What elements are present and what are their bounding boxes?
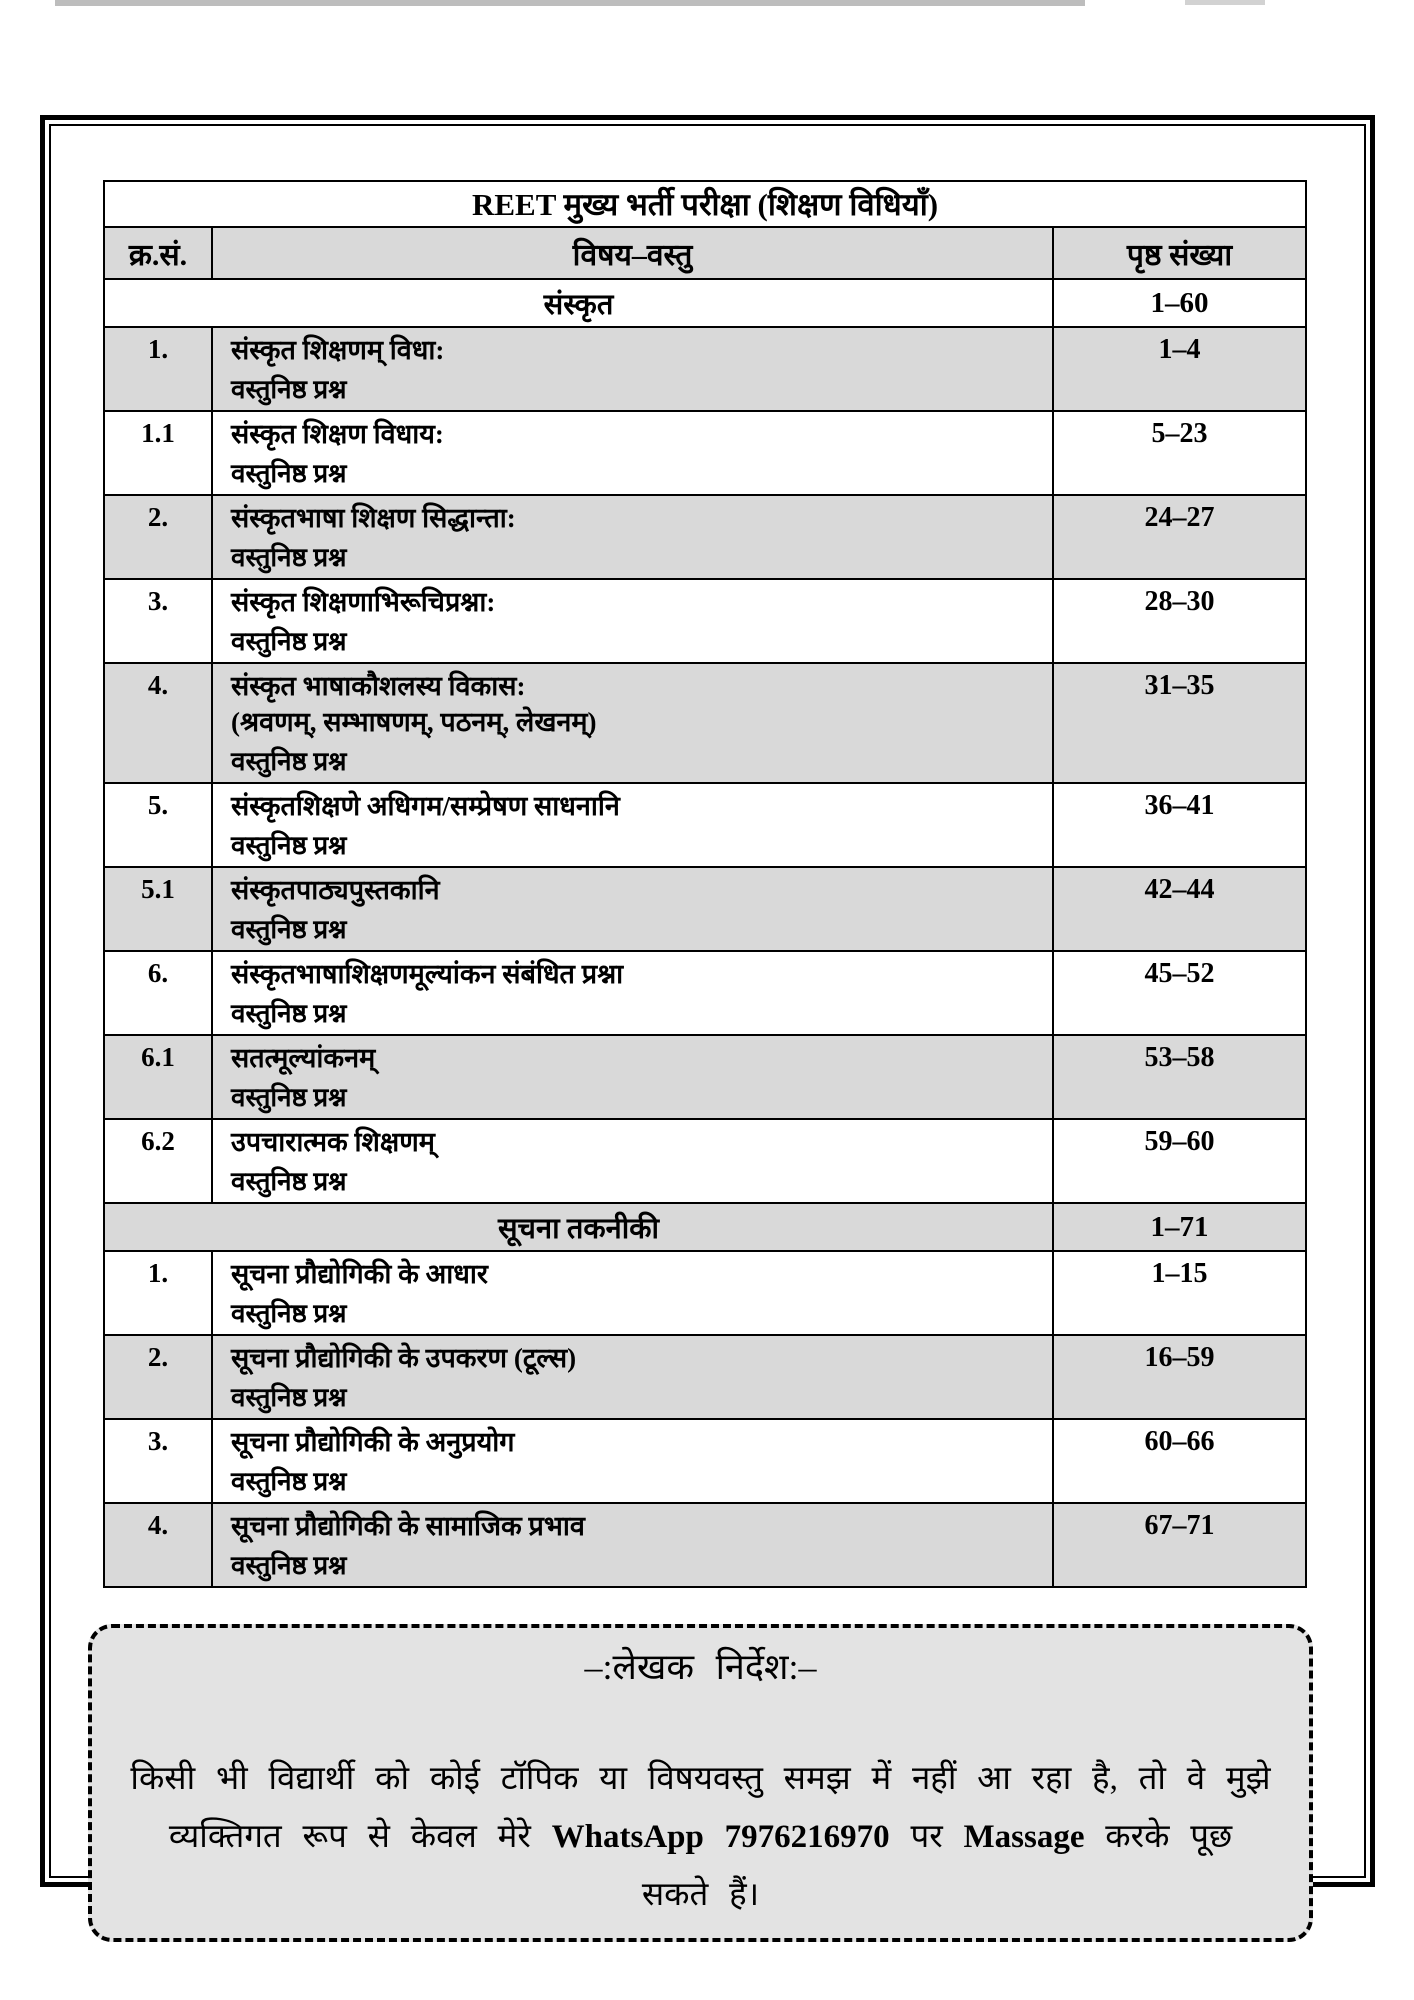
row-pages: 53–58 [1053,1035,1306,1119]
row-title: सूचना प्रौद्योगिकी के उपकरण (टूल्स) [231,1343,577,1373]
row-pages: 60–66 [1053,1419,1306,1503]
table-row [104,1503,1306,1587]
page-border-frame [40,115,1375,1913]
row-subtitle: वस्तुनिष्ठ प्रश्न [231,375,347,404]
row-title: सतत्मूल्यांकनम् [231,1043,376,1073]
row-pages: 36–41 [1053,783,1306,867]
table-row [104,579,1306,663]
row-title: संस्कृत भाषाकौशलस्य विकास: [231,671,526,701]
row-number: 4. [104,663,212,783]
page-border-frame-inner [49,124,1366,1913]
row-subtitle: वस्तुनिष्ठ प्रश्न [231,1467,347,1496]
notice-line3-prefix: पर [910,1819,943,1855]
column-header-sno: क्र.सं. [104,227,212,279]
row-number: 6. [104,951,212,1035]
row-subtitle: वस्तुनिष्ठ प्रश्न [231,999,347,1028]
row-number: 1. [104,1251,212,1335]
table-row [104,327,1306,411]
row-pages: 31–35 [1053,663,1306,783]
table-row [104,411,1306,495]
section-pages: 1–60 [1053,279,1306,327]
row-number: 5.1 [104,867,212,951]
table-row [104,951,1306,1035]
row-subtitle: वस्तुनिष्ठ प्रश्न [231,1299,347,1328]
notice-line3-suffix: करके पूछ सकते हैं। [641,1819,1233,1913]
row-number: 6.2 [104,1119,212,1203]
table-row [104,1119,1306,1203]
row-title: संस्कृत शिक्षण विधाय: [231,419,444,449]
row-title: संस्कृत शिक्षणाभिरूचिप्रश्ना: [231,587,496,617]
row-pages: 67–71 [1053,1503,1306,1587]
row-number: 3. [104,1419,212,1503]
column-header-pages: पृष्ठ संख्या [1053,227,1306,279]
row-pages: 1–15 [1053,1251,1306,1335]
notice-line1: किसी भी विद्यार्थी को कोई टॉपिक या विषयवस्तु समझ में नहीं आ रहा [130,1761,1072,1797]
row-number: 1. [104,327,212,411]
table-row [104,1419,1306,1503]
row-title: संस्कृतपाठ्यपुस्तकानि [231,875,440,905]
row-number: 2. [104,1335,212,1419]
row-title: संस्कृतभाषा शिक्षण सिद्धान्ता: [231,503,516,533]
row-subtitle: वस्तुनिष्ठ प्रश्न [231,627,347,656]
whatsapp-number: WhatsApp 7976216970 [551,1819,890,1855]
row-title: संस्कृतभाषाशिक्षणमूल्यांकन संबंधित प्रश्ना [231,959,624,989]
row-title: सूचना प्रौद्योगिकी के आधार [231,1259,488,1289]
row-pages: 28–30 [1053,579,1306,663]
column-header-subject: विषय–वस्तु [212,227,1053,279]
row-pages: 5–23 [1053,411,1306,495]
table-row [104,1251,1306,1335]
table-title-row [104,181,1306,227]
page-title: REET मुख्य भर्ती परीक्षा (शिक्षण विधियाँ) [104,181,1306,227]
table-row [104,783,1306,867]
row-subtitle: वस्तुनिष्ठ प्रश्न [231,543,347,572]
table-row [104,1335,1306,1419]
section-title: सूचना तकनीकी [104,1203,1053,1251]
row-title: संस्कृतशिक्षणे अधिगम/सम्प्रेषण साधनानि [231,791,620,821]
row-pages: 45–52 [1053,951,1306,1035]
section-title: संस्कृत [104,279,1053,327]
row-pages: 24–27 [1053,495,1306,579]
row-number: 4. [104,1503,212,1587]
section-row [104,279,1306,327]
table-row [104,867,1306,951]
row-subtitle: वस्तुनिष्ठ प्रश्न [231,747,347,776]
row-title: सूचना प्रौद्योगिकी के अनुप्रयोग [231,1427,515,1457]
table-of-contents [103,180,1307,1588]
scan-artifact [55,0,1085,6]
row-subtitle: वस्तुनिष्ठ प्रश्न [231,915,347,944]
table-row [104,663,1306,783]
row-pages: 59–60 [1053,1119,1306,1203]
notice-body [92,1750,1309,1924]
row-title: सूचना प्रौद्योगिकी के सामाजिक प्रभाव [231,1511,585,1541]
table-header-row [104,227,1306,279]
row-pages: 16–59 [1053,1335,1306,1419]
row-extra: (श्रवणम्, सम्भाषणम्, पठनम्, लेखनम्) [231,707,597,737]
author-notice-box [88,1624,1313,1942]
row-pages: 1–4 [1053,327,1306,411]
row-subtitle: वस्तुनिष्ठ प्रश्न [231,1083,347,1112]
row-title: संस्कृत शिक्षणम् विधा: [231,335,445,365]
row-number: 2. [104,495,212,579]
table-row [104,1035,1306,1119]
row-subtitle: वस्तुनिष्ठ प्रश्न [231,1167,347,1196]
row-subtitle: वस्तुनिष्ठ प्रश्न [231,459,347,488]
row-subtitle: वस्तुनिष्ठ प्रश्न [231,1383,347,1412]
row-number: 3. [104,579,212,663]
scan-artifact [1185,0,1265,5]
row-subtitle: वस्तुनिष्ठ प्रश्न [231,831,347,860]
row-number: 5. [104,783,212,867]
row-pages: 42–44 [1053,867,1306,951]
notice-heading: –:लेखक निर्देश:– [584,1647,817,1687]
section-row [104,1203,1306,1251]
table-row [104,495,1306,579]
row-number: 6.1 [104,1035,212,1119]
row-subtitle: वस्तुनिष्ठ प्रश्न [231,1551,347,1580]
notice-massage-word: Massage [963,1819,1085,1855]
row-title: उपचारात्मक शिक्षणम् [231,1127,435,1157]
row-number: 1.1 [104,411,212,495]
notice-line2-text: है, तो वे मुझे व्यक्तिगत रूप से केवल मेरे [168,1761,1271,1855]
section-pages: 1–71 [1053,1203,1306,1251]
